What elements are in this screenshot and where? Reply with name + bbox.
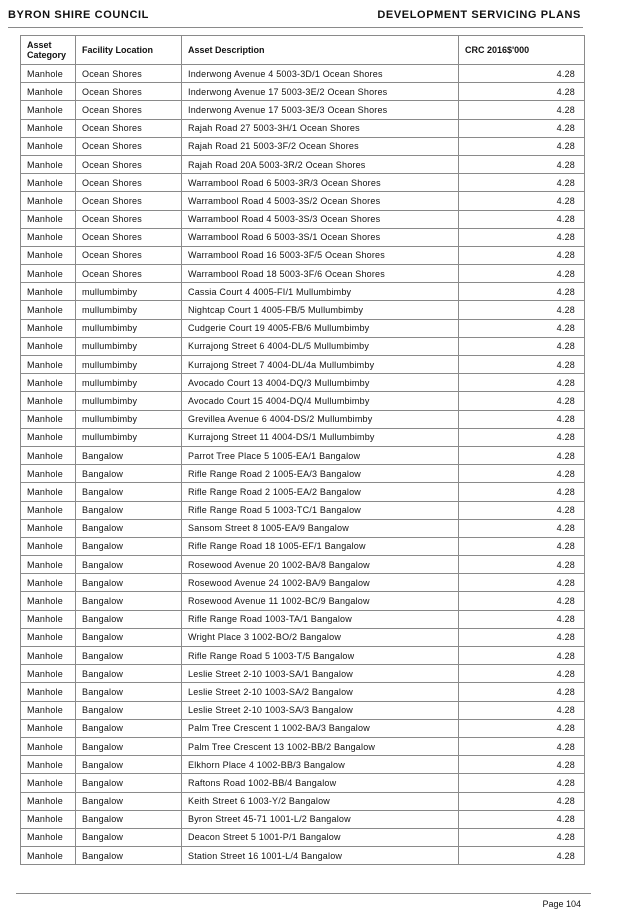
facility-location-cell: Bangalow [76, 719, 182, 737]
table-row [21, 719, 585, 737]
asset-description-cell: Parrot Tree Place 5 1005-EA/1 Bangalow [182, 446, 459, 464]
facility-location-cell: Ocean Shores [76, 192, 182, 210]
facility-location-cell: mullumbimby [76, 356, 182, 374]
crc-value-cell: 4.28 [459, 810, 585, 828]
crc-value-cell: 4.28 [459, 319, 585, 337]
asset-category-cell: Manhole [21, 301, 76, 319]
crc-value-cell: 4.28 [459, 556, 585, 574]
asset-description-cell: Deacon Street 5 1001-P/1 Bangalow [182, 828, 459, 846]
asset-table [20, 35, 585, 865]
asset-category-cell: Manhole [21, 83, 76, 101]
asset-description-cell: Rajah Road 21 5003-3F/2 Ocean Shores [182, 137, 459, 155]
organization-name: BYRON SHIRE COUNCIL [8, 9, 149, 21]
table-row [21, 810, 585, 828]
table-row [21, 647, 585, 665]
asset-category-cell: Manhole [21, 683, 76, 701]
facility-location-cell: Ocean Shores [76, 101, 182, 119]
crc-value-cell: 4.28 [459, 737, 585, 755]
crc-value-cell: 4.28 [459, 337, 585, 355]
table-row [21, 374, 585, 392]
asset-category-cell: Manhole [21, 65, 76, 83]
asset-category-cell: Manhole [21, 246, 76, 264]
column-header-facility-location: Facility Location [76, 36, 182, 65]
table-row [21, 756, 585, 774]
asset-category-cell: Manhole [21, 665, 76, 683]
facility-location-cell: Bangalow [76, 810, 182, 828]
table-row [21, 246, 585, 264]
asset-category-cell: Manhole [21, 556, 76, 574]
table-row [21, 701, 585, 719]
asset-category-cell: Manhole [21, 228, 76, 246]
table-row [21, 847, 585, 865]
asset-category-cell: Manhole [21, 392, 76, 410]
asset-category-cell: Manhole [21, 792, 76, 810]
asset-description-cell: Warrambool Road 6 5003-3R/3 Ocean Shores [182, 174, 459, 192]
crc-value-cell: 4.28 [459, 446, 585, 464]
asset-description-cell: Avocado Court 13 4004-DQ/3 Mullumbimby [182, 374, 459, 392]
table-row [21, 592, 585, 610]
crc-value-cell: 4.28 [459, 792, 585, 810]
crc-value-cell: 4.28 [459, 501, 585, 519]
asset-category-cell: Manhole [21, 810, 76, 828]
crc-value-cell: 4.28 [459, 374, 585, 392]
asset-description-cell: Rifle Range Road 2 1005-EA/2 Bangalow [182, 483, 459, 501]
asset-category-cell: Manhole [21, 592, 76, 610]
facility-location-cell: Ocean Shores [76, 83, 182, 101]
crc-value-cell: 4.28 [459, 483, 585, 501]
facility-location-cell: mullumbimby [76, 337, 182, 355]
table-row [21, 174, 585, 192]
asset-description-cell: Leslie Street 2-10 1003-SA/3 Bangalow [182, 701, 459, 719]
asset-description-cell: Palm Tree Crescent 13 1002-BB/2 Bangalow [182, 737, 459, 755]
facility-location-cell: Ocean Shores [76, 228, 182, 246]
facility-location-cell: Bangalow [76, 501, 182, 519]
asset-category-cell: Manhole [21, 610, 76, 628]
facility-location-cell: Bangalow [76, 647, 182, 665]
facility-location-cell: Bangalow [76, 519, 182, 537]
asset-description-cell: Wright Place 3 1002-BO/2 Bangalow [182, 628, 459, 646]
asset-category-cell: Manhole [21, 847, 76, 865]
table-row [21, 774, 585, 792]
crc-value-cell: 4.28 [459, 101, 585, 119]
table-row [21, 319, 585, 337]
crc-value-cell: 4.28 [459, 592, 585, 610]
crc-value-cell: 4.28 [459, 719, 585, 737]
crc-value-cell: 4.28 [459, 155, 585, 173]
table-row [21, 792, 585, 810]
crc-value-cell: 4.28 [459, 519, 585, 537]
asset-description-cell: Kurrajong Street 6 4004-DL/5 Mullumbimby [182, 337, 459, 355]
asset-category-cell: Manhole [21, 828, 76, 846]
table-row [21, 119, 585, 137]
asset-category-cell: Manhole [21, 374, 76, 392]
asset-description-cell: Kurrajong Street 11 4004-DS/1 Mullumbimby [182, 428, 459, 446]
asset-description-cell: Kurrajong Street 7 4004-DL/4a Mullumbimby [182, 356, 459, 374]
crc-value-cell: 4.28 [459, 428, 585, 446]
facility-location-cell: Bangalow [76, 628, 182, 646]
crc-value-cell: 4.28 [459, 665, 585, 683]
crc-value-cell: 4.28 [459, 210, 585, 228]
table-row [21, 155, 585, 173]
asset-category-cell: Manhole [21, 465, 76, 483]
asset-description-cell: Warrambool Road 4 5003-3S/2 Ocean Shores [182, 192, 459, 210]
facility-location-cell: Bangalow [76, 483, 182, 501]
table-row [21, 574, 585, 592]
table-row [21, 410, 585, 428]
page-number: Page 104 [542, 899, 581, 909]
asset-category-cell: Manhole [21, 192, 76, 210]
crc-value-cell: 4.28 [459, 265, 585, 283]
table-row [21, 501, 585, 519]
asset-description-cell: Rifle Range Road 2 1005-EA/3 Bangalow [182, 465, 459, 483]
table-row [21, 137, 585, 155]
crc-value-cell: 4.28 [459, 192, 585, 210]
asset-category-cell: Manhole [21, 119, 76, 137]
asset-description-cell: Raftons Road 1002-BB/4 Bangalow [182, 774, 459, 792]
facility-location-cell: Bangalow [76, 537, 182, 555]
facility-location-cell: mullumbimby [76, 410, 182, 428]
asset-category-cell: Manhole [21, 537, 76, 555]
asset-description-cell: Inderwong Avenue 17 5003-3E/3 Ocean Shores [182, 101, 459, 119]
table-row [21, 301, 585, 319]
asset-description-cell: Rosewood Avenue 20 1002-BA/8 Bangalow [182, 556, 459, 574]
table-row [21, 228, 585, 246]
facility-location-cell: Ocean Shores [76, 119, 182, 137]
facility-location-cell: Bangalow [76, 574, 182, 592]
facility-location-cell: Bangalow [76, 610, 182, 628]
asset-description-cell: Rosewood Avenue 11 1002-BC/9 Bangalow [182, 592, 459, 610]
table-row [21, 192, 585, 210]
asset-description-cell: Warrambool Road 4 5003-3S/3 Ocean Shores [182, 210, 459, 228]
facility-location-cell: Bangalow [76, 737, 182, 755]
asset-category-cell: Manhole [21, 265, 76, 283]
table-row [21, 828, 585, 846]
crc-value-cell: 4.28 [459, 174, 585, 192]
asset-category-cell: Manhole [21, 719, 76, 737]
table-row [21, 556, 585, 574]
table-row [21, 683, 585, 701]
crc-value-cell: 4.28 [459, 301, 585, 319]
facility-location-cell: Bangalow [76, 683, 182, 701]
crc-value-cell: 4.28 [459, 647, 585, 665]
footer-rule [16, 893, 591, 894]
facility-location-cell: Bangalow [76, 847, 182, 865]
column-header-asset-category-line2: Category [27, 50, 67, 60]
asset-category-cell: Manhole [21, 283, 76, 301]
table-row [21, 337, 585, 355]
asset-category-cell: Manhole [21, 337, 76, 355]
crc-value-cell: 4.28 [459, 465, 585, 483]
crc-value-cell: 4.28 [459, 847, 585, 865]
facility-location-cell: Ocean Shores [76, 210, 182, 228]
column-header-asset-description: Asset Description [182, 36, 459, 65]
crc-value-cell: 4.28 [459, 246, 585, 264]
table-row [21, 265, 585, 283]
facility-location-cell: Ocean Shores [76, 155, 182, 173]
asset-description-cell: Rifle Range Road 5 1003-TC/1 Bangalow [182, 501, 459, 519]
asset-category-cell: Manhole [21, 410, 76, 428]
asset-description-cell: Cudgerie Court 19 4005-FB/6 Mullumbimby [182, 319, 459, 337]
asset-category-cell: Manhole [21, 628, 76, 646]
facility-location-cell: Ocean Shores [76, 246, 182, 264]
table-row [21, 628, 585, 646]
asset-description-cell: Rifle Range Road 18 1005-EF/1 Bangalow [182, 537, 459, 555]
facility-location-cell: Bangalow [76, 792, 182, 810]
crc-value-cell: 4.28 [459, 283, 585, 301]
table-row [21, 737, 585, 755]
asset-description-cell: Inderwong Avenue 4 5003-3D/1 Ocean Shores [182, 65, 459, 83]
crc-value-cell: 4.28 [459, 65, 585, 83]
crc-value-cell: 4.28 [459, 701, 585, 719]
crc-value-cell: 4.28 [459, 83, 585, 101]
asset-category-cell: Manhole [21, 647, 76, 665]
crc-value-cell: 4.28 [459, 774, 585, 792]
asset-description-cell: Keith Street 6 1003-Y/2 Bangalow [182, 792, 459, 810]
facility-location-cell: mullumbimby [76, 428, 182, 446]
crc-value-cell: 4.28 [459, 137, 585, 155]
asset-description-cell: Warrambool Road 6 5003-3S/1 Ocean Shores [182, 228, 459, 246]
column-header-crc: CRC 2016$'000 [459, 36, 585, 65]
facility-location-cell: Bangalow [76, 556, 182, 574]
crc-value-cell: 4.28 [459, 392, 585, 410]
facility-location-cell: Bangalow [76, 465, 182, 483]
facility-location-cell: mullumbimby [76, 319, 182, 337]
table-row [21, 610, 585, 628]
table-row [21, 465, 585, 483]
table-row [21, 210, 585, 228]
table-row [21, 283, 585, 301]
facility-location-cell: Bangalow [76, 774, 182, 792]
asset-category-cell: Manhole [21, 428, 76, 446]
facility-location-cell: Ocean Shores [76, 137, 182, 155]
crc-value-cell: 4.28 [459, 683, 585, 701]
asset-description-cell: Warrambool Road 18 5003-3F/6 Ocean Shores [182, 265, 459, 283]
asset-category-cell: Manhole [21, 574, 76, 592]
crc-value-cell: 4.28 [459, 228, 585, 246]
asset-description-cell: Leslie Street 2-10 1003-SA/2 Bangalow [182, 683, 459, 701]
table-row [21, 65, 585, 83]
crc-value-cell: 4.28 [459, 628, 585, 646]
table-row [21, 392, 585, 410]
crc-value-cell: 4.28 [459, 828, 585, 846]
asset-category-cell: Manhole [21, 774, 76, 792]
asset-category-cell: Manhole [21, 356, 76, 374]
facility-location-cell: Ocean Shores [76, 65, 182, 83]
table-row [21, 356, 585, 374]
asset-description-cell: Leslie Street 2-10 1003-SA/1 Bangalow [182, 665, 459, 683]
asset-category-cell: Manhole [21, 701, 76, 719]
asset-description-cell: Nightcap Court 1 4005-FB/5 Mullumbimby [182, 301, 459, 319]
crc-value-cell: 4.28 [459, 410, 585, 428]
asset-category-cell: Manhole [21, 483, 76, 501]
asset-category-cell: Manhole [21, 319, 76, 337]
asset-description-cell: Rifle Range Road 1003-TA/1 Bangalow [182, 610, 459, 628]
asset-category-cell: Manhole [21, 137, 76, 155]
table-header-row [21, 36, 585, 65]
table-row [21, 101, 585, 119]
asset-description-cell: Grevillea Avenue 6 4004-DS/2 Mullumbimby [182, 410, 459, 428]
table-row [21, 83, 585, 101]
table-row [21, 519, 585, 537]
crc-value-cell: 4.28 [459, 537, 585, 555]
facility-location-cell: Ocean Shores [76, 265, 182, 283]
facility-location-cell: mullumbimby [76, 283, 182, 301]
asset-description-cell: Sansom Street 8 1005-EA/9 Bangalow [182, 519, 459, 537]
asset-description-cell: Rajah Road 27 5003-3H/1 Ocean Shores [182, 119, 459, 137]
asset-description-cell: Warrambool Road 16 5003-3F/5 Ocean Shores [182, 246, 459, 264]
asset-category-cell: Manhole [21, 737, 76, 755]
asset-category-cell: Manhole [21, 155, 76, 173]
facility-location-cell: Bangalow [76, 446, 182, 464]
asset-category-cell: Manhole [21, 501, 76, 519]
asset-description-cell: Rajah Road 20A 5003-3R/2 Ocean Shores [182, 155, 459, 173]
asset-description-cell: Rifle Range Road 5 1003-T/5 Bangalow [182, 647, 459, 665]
asset-description-cell: Rosewood Avenue 24 1002-BA/9 Bangalow [182, 574, 459, 592]
asset-category-cell: Manhole [21, 446, 76, 464]
table-row [21, 428, 585, 446]
column-header-asset-category-line1: Asset [27, 40, 52, 50]
facility-location-cell: Bangalow [76, 828, 182, 846]
document-title: DEVELOPMENT SERVICING PLANS [377, 9, 581, 21]
facility-location-cell: Ocean Shores [76, 174, 182, 192]
facility-location-cell: Bangalow [76, 756, 182, 774]
asset-description-cell: Byron Street 45-71 1001-L/2 Bangalow [182, 810, 459, 828]
facility-location-cell: mullumbimby [76, 374, 182, 392]
crc-value-cell: 4.28 [459, 356, 585, 374]
asset-category-cell: Manhole [21, 174, 76, 192]
facility-location-cell: mullumbimby [76, 301, 182, 319]
asset-description-cell: Avocado Court 15 4004-DQ/4 Mullumbimby [182, 392, 459, 410]
facility-location-cell: Bangalow [76, 665, 182, 683]
crc-value-cell: 4.28 [459, 119, 585, 137]
asset-category-cell: Manhole [21, 519, 76, 537]
asset-description-cell: Cassia Court 4 4005-FI/1 Mullumbimby [182, 283, 459, 301]
asset-category-cell: Manhole [21, 210, 76, 228]
crc-value-cell: 4.28 [459, 574, 585, 592]
facility-location-cell: Bangalow [76, 701, 182, 719]
asset-description-cell: Elkhorn Place 4 1002-BB/3 Bangalow [182, 756, 459, 774]
header-rule [8, 27, 583, 28]
asset-description-cell: Inderwong Avenue 17 5003-3E/2 Ocean Shores [182, 83, 459, 101]
asset-description-cell: Station Street 16 1001-L/4 Bangalow [182, 847, 459, 865]
table-row [21, 483, 585, 501]
asset-category-cell: Manhole [21, 756, 76, 774]
table-row [21, 665, 585, 683]
asset-description-cell: Palm Tree Crescent 1 1002-BA/3 Bangalow [182, 719, 459, 737]
column-header-asset-category [21, 36, 76, 65]
table-row [21, 446, 585, 464]
facility-location-cell: mullumbimby [76, 392, 182, 410]
crc-value-cell: 4.28 [459, 756, 585, 774]
crc-value-cell: 4.28 [459, 610, 585, 628]
facility-location-cell: Bangalow [76, 592, 182, 610]
table-row [21, 537, 585, 555]
asset-category-cell: Manhole [21, 101, 76, 119]
